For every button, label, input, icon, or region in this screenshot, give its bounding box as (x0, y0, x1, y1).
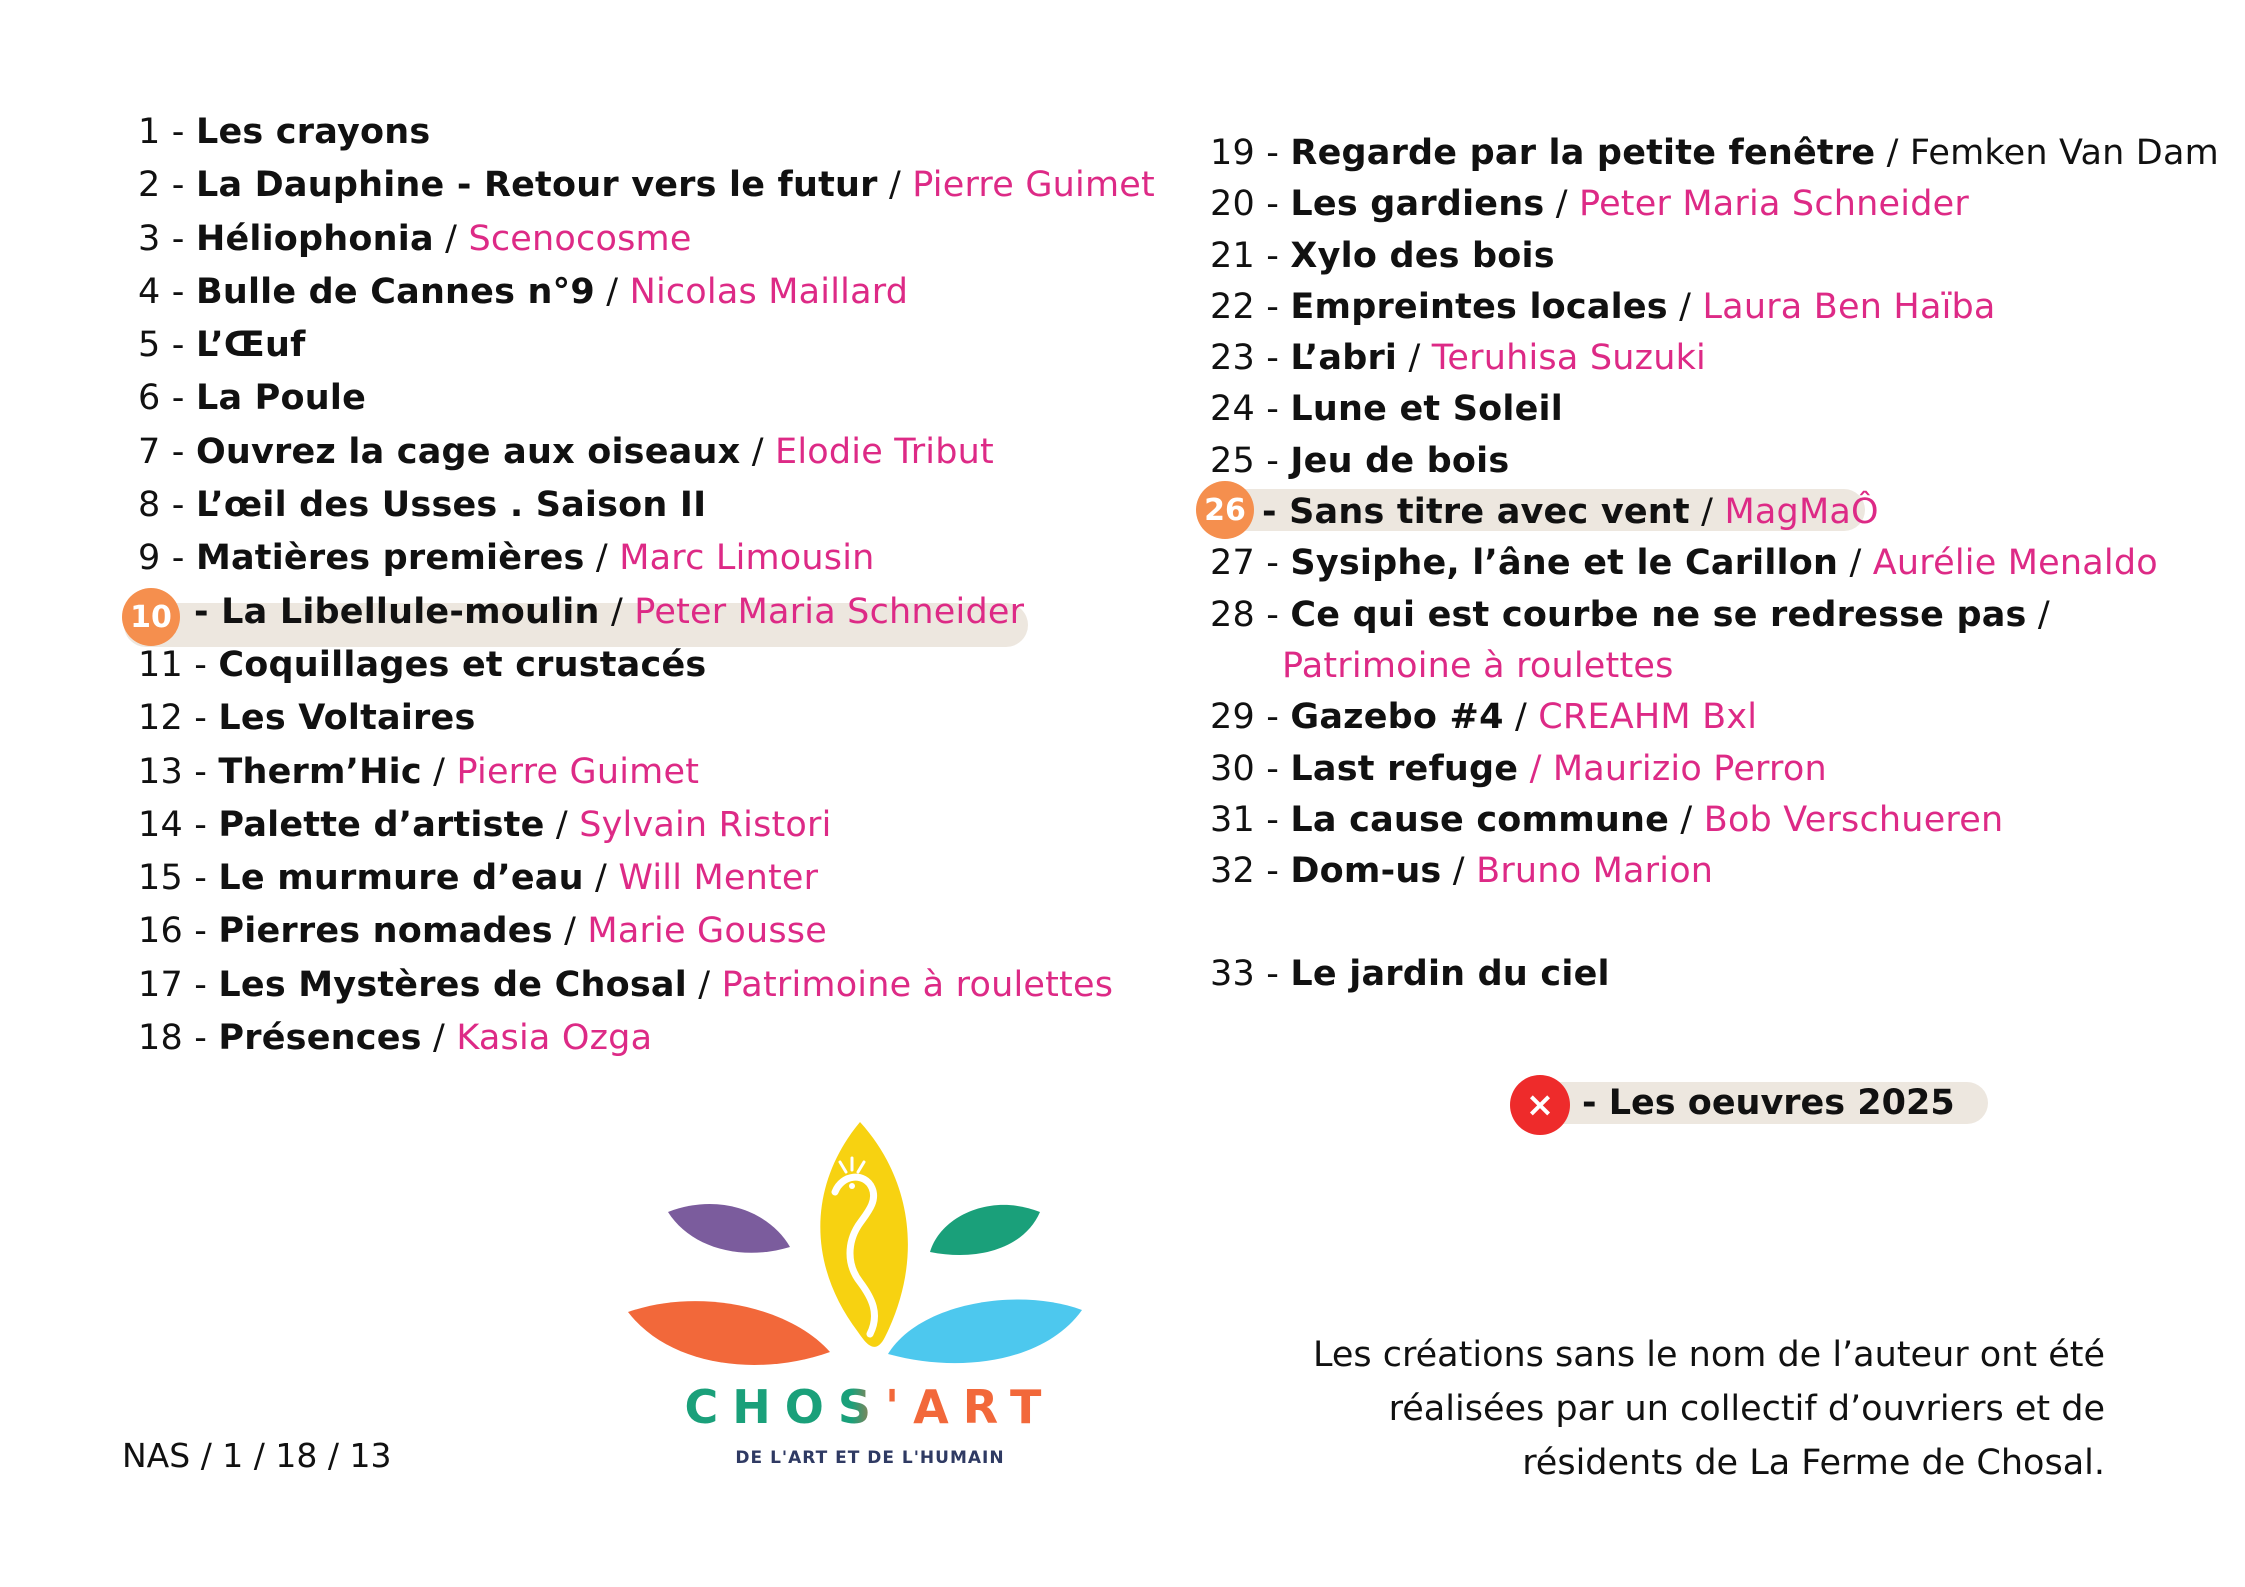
logo-title: CHOS'ART (684, 1380, 1056, 1434)
list-item: 28 - Ce qui est courbe ne se redresse pas / (1210, 594, 2050, 635)
list-item: 29 - Gazebo #4 / CREAHM Bxl (1210, 697, 1758, 738)
blue-petal (888, 1300, 1082, 1364)
list-item: 27 - Sysiphe, l’âne et le Carillon / Aurélie Menaldo (1210, 543, 2158, 584)
list-item-highlighted: - La Libellule-moulin / Peter Maria Schneider (194, 591, 1025, 632)
list-item: 33 - Le jardin du ciel (1210, 953, 1610, 994)
badge-number-10: 10 (122, 588, 180, 646)
list-item: 24 - Lune et Soleil (1210, 389, 1563, 430)
list-item-highlighted: - Sans titre avec vent / MagMaÔ (1262, 492, 1879, 533)
list-item-continuation: Patrimoine à roulettes (1282, 645, 1674, 686)
left-column (130, 106, 1155, 1065)
list-item: 22 - Empreintes locales / Laura Ben Haïba (1210, 286, 1996, 327)
list-item: 16 - Pierres nomades / Marie Gousse (138, 911, 827, 952)
list-item: 17 - Les Mystères de Chosal / Patrimoine à roulettes (138, 964, 1114, 1005)
list-item: 5 - L’Œuf (138, 325, 306, 366)
list-item: 11 - Coquillages et crustacés (138, 644, 707, 685)
orange-petal (628, 1301, 830, 1365)
list-item: 8 - L’œil des Usses . Saison II (138, 485, 707, 526)
list-item: 18 - Présences / Kasia Ozga (138, 1018, 653, 1059)
list-item: 21 - Xylo des bois (1210, 235, 1555, 276)
list-item: 1 - Les crayons (138, 112, 431, 152)
list-item: 13 - Therm’Hic / Pierre Guimet (138, 751, 700, 792)
list-item: 12 - Les Voltaires (138, 698, 476, 739)
list-item: 9 - Matières premières / Marc Limousin (138, 538, 875, 579)
badge-number-26: 26 (1196, 481, 1254, 539)
list-item: 25 - Jeu de bois (1210, 440, 1510, 481)
authorship-note: Les créations sans le nom de l’auteur ont été réalisées par un collectif d’ouvriers et de résidents de La Ferme de Chosal. (1313, 1335, 2105, 1483)
right-column (1204, 128, 2219, 1000)
list-item: 23 - L’abri / Teruhisa Suzuki (1210, 338, 1706, 379)
list-item: 2 - La Dauphine - Retour vers le futur / Pierre Guimet (138, 165, 1155, 206)
list-item: 32 - Dom-us / Bruno Marion (1210, 851, 1714, 892)
close-icon: × (1510, 1075, 1570, 1135)
list-item: 14 - Palette d’artiste / Sylvain Ristori (138, 804, 832, 845)
yellow-petal (820, 1122, 908, 1347)
legend-label: - Les oeuvres 2025 (1582, 1083, 1955, 1123)
list-item: 3 - Héliophonia / Scenocosme (138, 218, 692, 259)
list-item: 4 - Bulle de Cannes n°9 / Nicolas Maillard (138, 271, 909, 312)
list-item: 31 - La cause commune / Bob Verschueren (1210, 799, 2004, 840)
peacock-eye (849, 1183, 855, 1189)
list-item: 20 - Les gardiens / Peter Maria Schneider (1210, 184, 1969, 225)
list-item: 19 - Regarde par la petite fenêtre / Femken Van Dam (1210, 133, 2219, 173)
green-petal (930, 1205, 1040, 1255)
list-item: 30 - Last refuge / Maurizio Perron (1210, 748, 1827, 789)
list-item: 6 - La Poule (138, 378, 367, 419)
list-item: 7 - Ouvrez la cage aux oiseaux / Elodie Tribut (138, 431, 994, 472)
purple-petal (668, 1204, 790, 1253)
logo-subtitle: DE L'ART ET DE L'HUMAIN (735, 1448, 1005, 1468)
footer-reference-code: NAS / 1 / 18 / 13 (122, 1436, 392, 1475)
list-item: 15 - Le murmure d’eau / Will Menter (138, 858, 819, 899)
